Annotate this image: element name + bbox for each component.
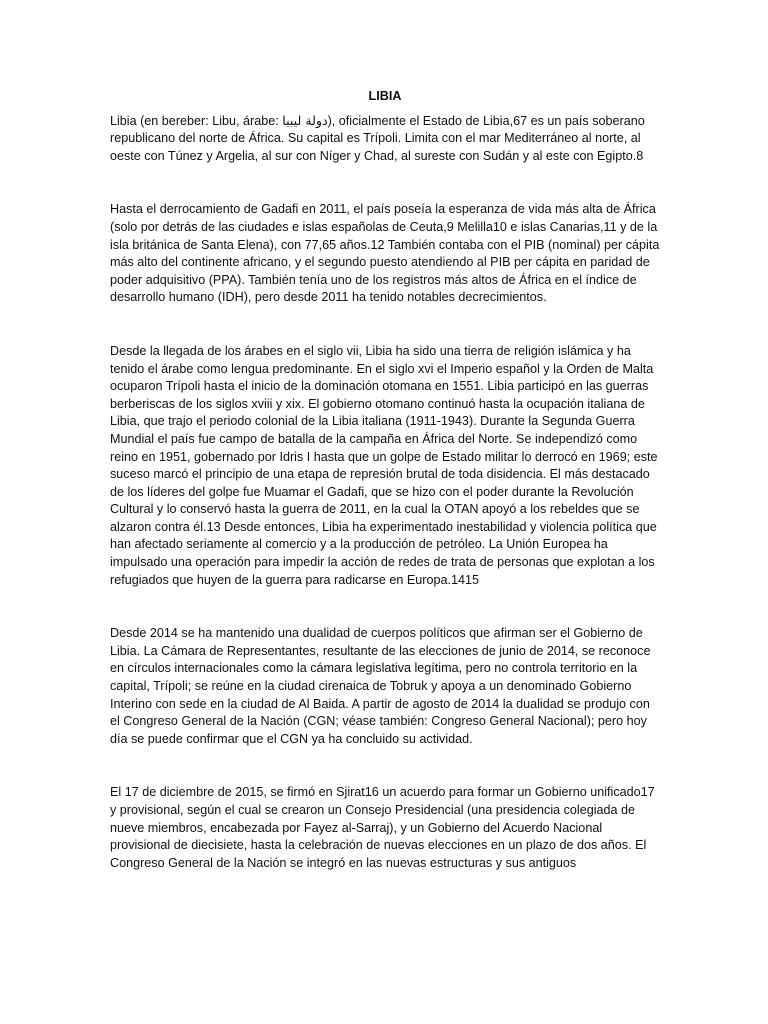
- paragraph-intro: [110, 112, 660, 166]
- intro-text-end: ), oficialmente el Estado de Libia,67 es un país soberano republicano del norte de África. Su capital es Trípoli. Limita con el mar Mediterráneo al norte, al oeste con Túnez y Argelia, al sur con Níger y Chad, al sureste con Sudán y al este con Egipto.8: [110, 113, 645, 163]
- paragraph-3: Desde la llegada de los árabes en el siglo vii, Libia ha sido una tierra de religión islámica y ha tenido el árabe como lengua predominante. En el siglo xvi el Imperio español y la Orden de Malta ocuparon Trípoli hasta el inicio de la dominación otomana en 1551. Libia participó en las guerras berberiscas de los siglos xviii y xix. El gobierno otomano continuó hasta la ocupación italiana de Libia, que trajo el periodo colonial de la Libia italiana (1911-1943). Durante la Segunda Guerra Mundial el país fue campo de batalla de la campaña en África del Norte. Se independizó como reino en 1951, gobernado por Idris I hasta que un golpe de Estado militar lo derrocó en 1969; este suceso marcó el principio de una etapa de represión brutal de toda disidencia. El más destacado de los líderes del golpe fue Muamar el Gadafi, que se hizo con el poder durante la Revolución Cultural y lo conservó hasta la guerra de 2011, en la cual la OTAN apoyó a los rebeldes que se alzaron contra él.13 Desde entonces, Libia ha experimentado inestabilidad y violencia política que han afectado seriamente al comercio y a la producción de petróleo. La Unión Europea ha impulsado una operación para impedir la acción de redes de trata de personas que explotan a los refugiados que huyen de la guerra para radicarse en Europa.1415: [110, 343, 658, 587]
- intro-text-start: Libia (en bereber: Libu, árabe:: [110, 113, 283, 128]
- arabic-name: دولة ليبيا: [282, 112, 328, 128]
- paragraph-4: Desde 2014 se ha mantenido una dualidad de cuerpos políticos que afirman ser el Gobierno de Libia. La Cámara de Representantes, resultante de las elecciones de junio de 2014, se reconoce en círculos internacionales como la cámara legislativa legítima, pero no controla territorio en la capital, Trípoli; se reúne en la ciudad cirenaica de Tobruk y apoya a un denominado Gobierno Interino con sede en la ciudad de Al Baida. A partir de agosto de 2014 la dualidad se produjo con el Congreso General de la Nación (CGN; véase también: Congreso General Nacional); pero hoy día se puede confirmar que el CGN ya ha concluido su actividad.: [110, 626, 651, 746]
- paragraph-2: Hasta el derrocamiento de Gadafi en 2011, el país poseía la esperanza de vida más alta de África (solo por detrás de las ciudades e islas españolas de Ceuta,9 Melilla10 e islas Canarias,11 y de la isla británica de Santa Elena), con 77,65 años.12 También contaba con el PIB (nominal) per cápita más alto del continente africano, y el segundo puesto atendiendo al PIB per cápita en paridad de poder adquisitivo (PPA). También tenía uno de los registros más altos de África en el índice de desarrollo humano (IDH), pero desde 2011 ha tenido notables decrecimientos.: [110, 202, 660, 305]
- document-title: LIBIA: [368, 89, 402, 103]
- document-page: [110, 88, 660, 872]
- paragraph-5: El 17 de diciembre de 2015, se firmó en Sjirat16 un acuerdo para formar un Gobierno unificado17 y provisional, según el cual se crearon un Consejo Presidencial (una presidencia colegiada de nueve miembros, encabezada por Fayez al-Sarraj), y un Gobierno del Acuerdo Nacional provisional de diecisiete, hasta la celebración de nuevas elecciones en un plazo de dos años. El Congreso General de la Nación se integró en las nuevas estructuras y sus antiguos: [110, 785, 655, 870]
